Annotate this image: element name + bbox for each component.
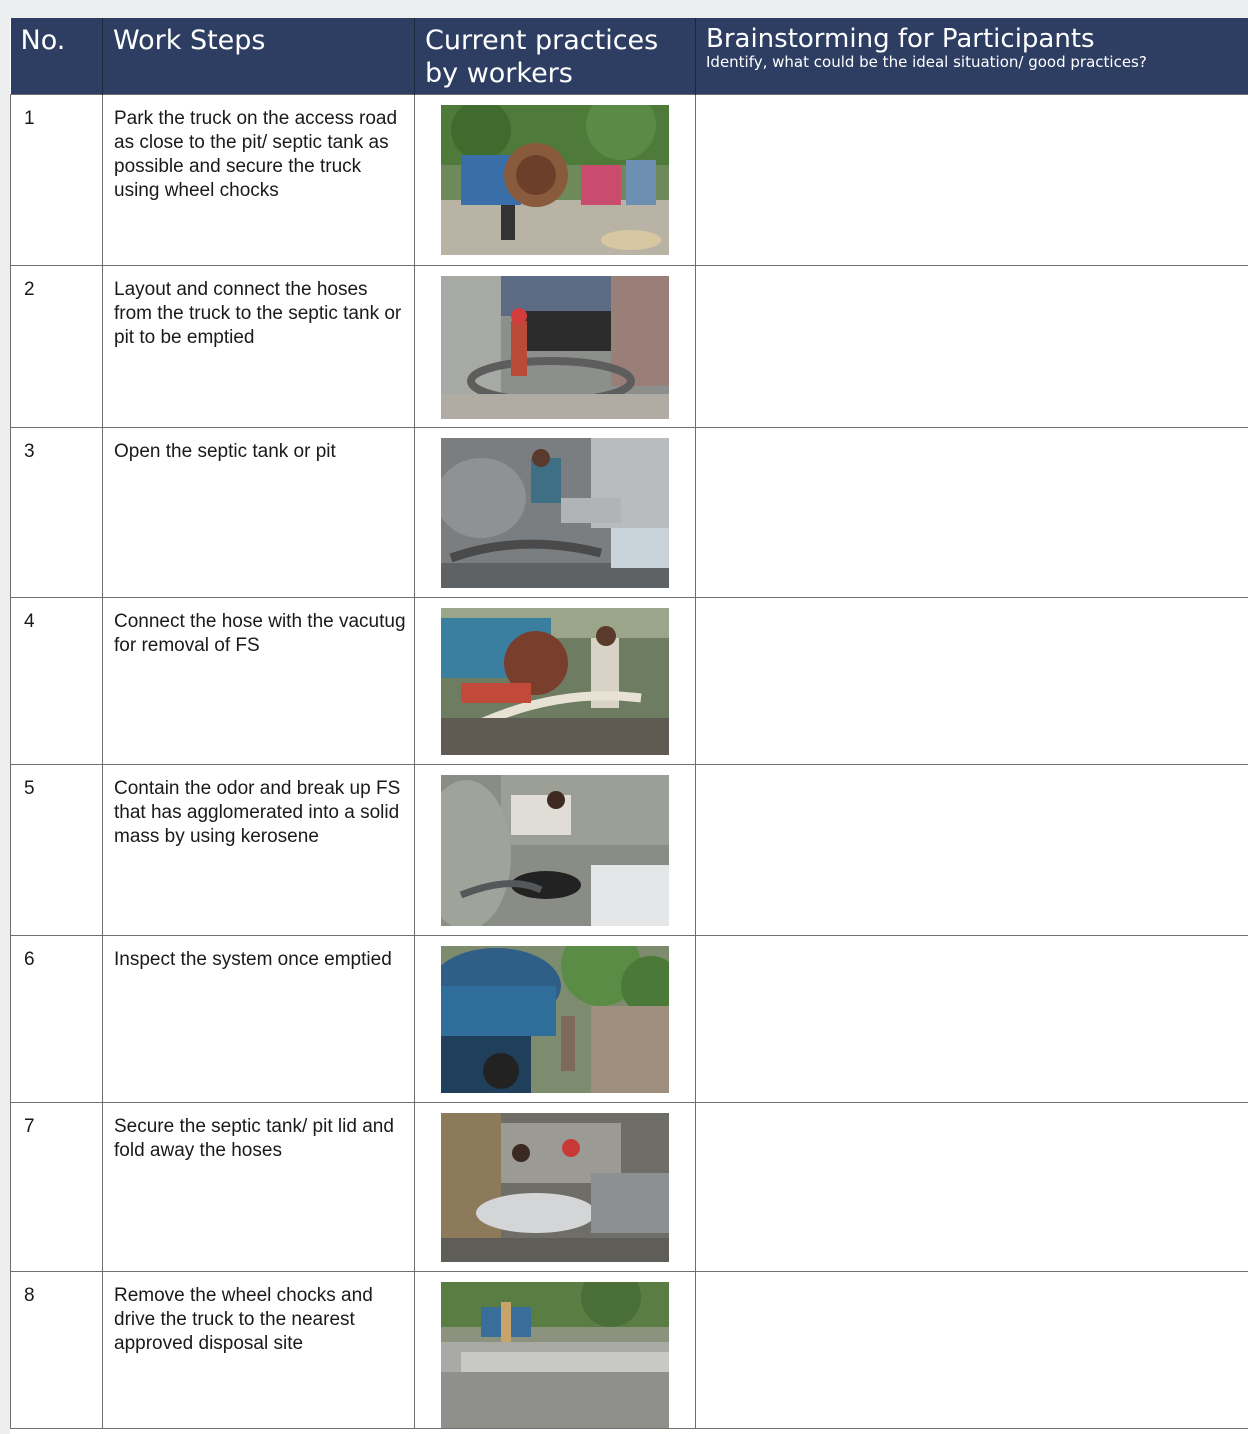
row-number: 6 <box>11 936 103 1103</box>
header-work-steps: Work Steps <box>103 18 415 95</box>
photo-securing-lid <box>441 1113 669 1262</box>
row-number: 1 <box>11 95 103 266</box>
work-step-text: Open the septic tank or pit <box>103 428 415 598</box>
row-number: 3 <box>11 428 103 598</box>
row-number: 5 <box>11 765 103 936</box>
brainstorming-title: Brainstorming for Participants <box>706 24 1095 54</box>
header-no: No. <box>11 18 103 95</box>
header-brainstorming <box>696 18 1248 95</box>
work-step-text: Remove the wheel chocks and drive the truck to the nearest approved disposal site <box>103 1272 415 1429</box>
brainstorming-cell[interactable] <box>696 428 1248 598</box>
table-row <box>11 266 1248 428</box>
table-row <box>11 428 1248 598</box>
table-row <box>11 765 1248 936</box>
brainstorming-cell[interactable] <box>696 266 1248 428</box>
table-row <box>11 1272 1248 1429</box>
row-number: 4 <box>11 598 103 765</box>
work-step-text: Connect the hose with the vacutug for removal of FS <box>103 598 415 765</box>
work-steps-table <box>10 18 1248 1429</box>
table-row <box>11 95 1248 266</box>
photo-inspect-system <box>441 946 669 1093</box>
work-step-text: Park the truck on the access road as close to the pit/ septic tank as possible and secure the truck using wheel chocks <box>103 95 415 266</box>
work-step-text: Secure the septic tank/ pit lid and fold away the hoses <box>103 1103 415 1272</box>
photo-truck-parked <box>441 105 669 255</box>
photo-disposal-site <box>441 1282 669 1428</box>
worksheet-page <box>10 18 1248 1434</box>
brainstorming-cell[interactable] <box>696 95 1248 266</box>
row-number: 2 <box>11 266 103 428</box>
table-row <box>11 1103 1248 1272</box>
work-step-text: Contain the odor and break up FS that has agglomerated into a solid mass by using kerosene <box>103 765 415 936</box>
photo-hose-vacutug <box>441 608 669 755</box>
row-number: 8 <box>11 1272 103 1429</box>
row-number: 7 <box>11 1103 103 1272</box>
photo-breaking-fs <box>441 775 669 926</box>
brainstorming-cell[interactable] <box>696 1103 1248 1272</box>
table-row <box>11 598 1248 765</box>
work-step-text: Inspect the system once emptied <box>103 936 415 1103</box>
brainstorming-cell[interactable] <box>696 765 1248 936</box>
brainstorming-cell[interactable] <box>696 598 1248 765</box>
table-header-row <box>11 18 1248 95</box>
photo-hose-layout <box>441 276 669 419</box>
header-current-practices: Current practices by workers <box>415 18 696 95</box>
brainstorming-subtitle: Identify, what could be the ideal situation/ good practices? <box>706 53 1147 71</box>
work-step-text: Layout and connect the hoses from the truck to the septic tank or pit to be emptied <box>103 266 415 428</box>
brainstorming-cell[interactable] <box>696 1272 1248 1429</box>
photo-opening-tank <box>441 438 669 588</box>
table-row <box>11 936 1248 1103</box>
brainstorming-cell[interactable] <box>696 936 1248 1103</box>
